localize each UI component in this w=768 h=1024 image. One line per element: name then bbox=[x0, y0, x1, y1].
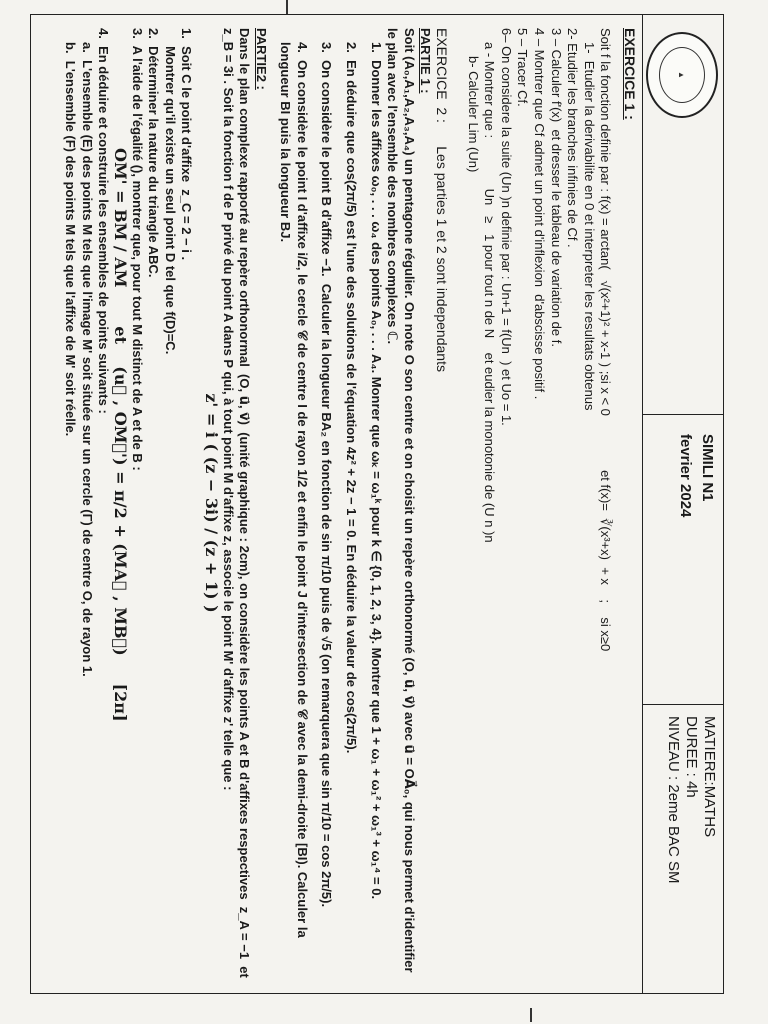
duration-label: DUREE : 4h bbox=[683, 716, 700, 798]
exercise1-item-6a: a - Montrer que : Un ≥ 1 pour tout n de N et eudier la monotonie de (U n )n bbox=[482, 42, 498, 543]
exercise1-intro: Soit f la fonction definie par : f(x) = arctan( √(x²+1)² + x-1 ) ;si x < 0 et f(x)= ∛(x³+x) + x ; si x≥0 bbox=[598, 28, 614, 652]
modulus-argument-formula: OM' = BM / AM et (u⃗ , OM⃗') = π/2 + (MA⃗ , MB⃗) [2π] bbox=[110, 148, 130, 722]
part1-item-3: 3. On considère le point B d'affixe −1. Calculer la longueur BA₂ en fonction de sin π/10 puis de √5 (on remarquera que sin π/10 = cos 2π/5). bbox=[319, 42, 335, 908]
exercise1-item-4: 4 – Montrer que Cf admet un point d'inflexion d'abscisse positif . bbox=[532, 28, 548, 400]
scan-mark-bottom bbox=[530, 1008, 532, 1022]
exam-title: SIMILI N1 bbox=[699, 434, 716, 502]
part2-item-1b: Montrer qu'il existe un seul point D tel que f(D)=C. bbox=[162, 28, 178, 355]
part2-title: PARTIE2 : bbox=[253, 28, 269, 90]
part2-item-4b: b. L'ensemble (F) des points M tels que l'affixe de M' soit réelle. bbox=[63, 42, 79, 437]
scan-mark-top bbox=[286, 0, 288, 14]
part2-item-2: 2. Déterminer la nature du triangle ABC. bbox=[146, 28, 162, 278]
part1-item-4: 4. On considère le point I d'affixe i/2, le cercle 𝒞 de centre I de rayon 1/2 et enfin le point J d'intersection de 𝒞 avec la demi-droite [BI). Calculer la longueur BI puis la longueur BJ. bbox=[278, 42, 310, 942]
header-column-divider-1 bbox=[643, 414, 724, 415]
transformation-formula: z' = i ( (z − 3i) / (z + 1) ) bbox=[201, 393, 221, 613]
level-label: NIVEAU : 2eme BAC SM bbox=[665, 716, 682, 884]
part1-item-1: 1. Donner les affixes ω₀, . . . ω₄ des points A₀, . . . A₄. Monrer que ωₖ = ω₁ᵏ pour k ∈ {0, 1, 2, 3, 4}. Montrer que 1 + ω₁ + ω₁² + ω₁³ + ω₁⁴ = 0. bbox=[368, 42, 384, 900]
rotated-exam-sheet bbox=[30, 14, 724, 994]
exercise2-title: EXERCICE 2 : Les parties 1 et 2 sont independants bbox=[434, 28, 451, 372]
exam-body bbox=[62, 28, 638, 986]
header-divider bbox=[642, 14, 643, 994]
part1-title: PARTIE 1 : bbox=[418, 28, 434, 94]
exercise1-item-1: 1- Etudier la derivabilite en 0 et interpreter les resultats obtenus bbox=[581, 42, 597, 411]
part1-item-2: 2. En déduire que cos(2π/5) est l'une des solutions de l'équation 4z² + 2z − 1 = 0. En déduire la valeur de cos(2π/5). bbox=[344, 42, 360, 754]
exercise1-item-6: 6– On considere la suite (Un )n definie par : Un+1 = f(Un ) et Uo = 1. bbox=[498, 28, 514, 426]
part1-intro: Soit (A₀,A₁,A₂,A₃,A₄) un pentagone régulier. On note O son centre et on choisit un repère orthonormé (O, u⃗, v⃗) avec u⃗ = OA⃗₀, qui nous permet d'identifier le plan avec l'ensemble des nombres complexes ℂ. bbox=[385, 28, 417, 977]
header-column-divider-2 bbox=[643, 704, 724, 705]
exam-date: fevrier 2024 bbox=[677, 434, 694, 518]
part2-item-4a: a. L'ensemble (E) des points M tels que l'image M' soit située sur un cercle (Γ) de centre O, de rayon 1. bbox=[79, 42, 95, 677]
logo-emblem-icon: ▲ bbox=[659, 47, 705, 103]
subject-label: MATIERE:MATHS bbox=[701, 716, 718, 838]
school-logo bbox=[646, 32, 718, 118]
exercise1-item-3: 3 – Calculer f'(x) et dresser le tableau de variation de f. bbox=[548, 28, 564, 347]
part2-intro: Dans le plan complexe rapporté au repère orthonormal (O, u⃗, v⃗) (unité graphique : 2cm), on considère les points A et B d'affixes respectives z_A = −1 et z_B = 3i . Soit la fonction f de P privé du point A dans P qui, à tout point M d'affixe z, associe le point M' d'affixe z' telle que : bbox=[220, 28, 253, 986]
exercise1-item-5: 5 – Tracer Cf. bbox=[515, 28, 531, 107]
exercise1-title: EXERCICE 1 : bbox=[622, 28, 638, 120]
exercise1-item-6b: b- Calculer Lim (Un) bbox=[465, 56, 481, 173]
part2-item-4: 4. En déduire et construire les ensembles de points suivants : bbox=[96, 28, 112, 414]
part2-item-3: 3. A l'aide de l'égalité (), montrer que, pour tout M distinct de A et de B : bbox=[129, 28, 145, 471]
exercise1-item-2: 2- Etudier les branches infinies de Cf . bbox=[565, 28, 581, 248]
part2-item-1: 1. Soit C le point d'affixe z_C = 2 − i . bbox=[179, 28, 195, 261]
